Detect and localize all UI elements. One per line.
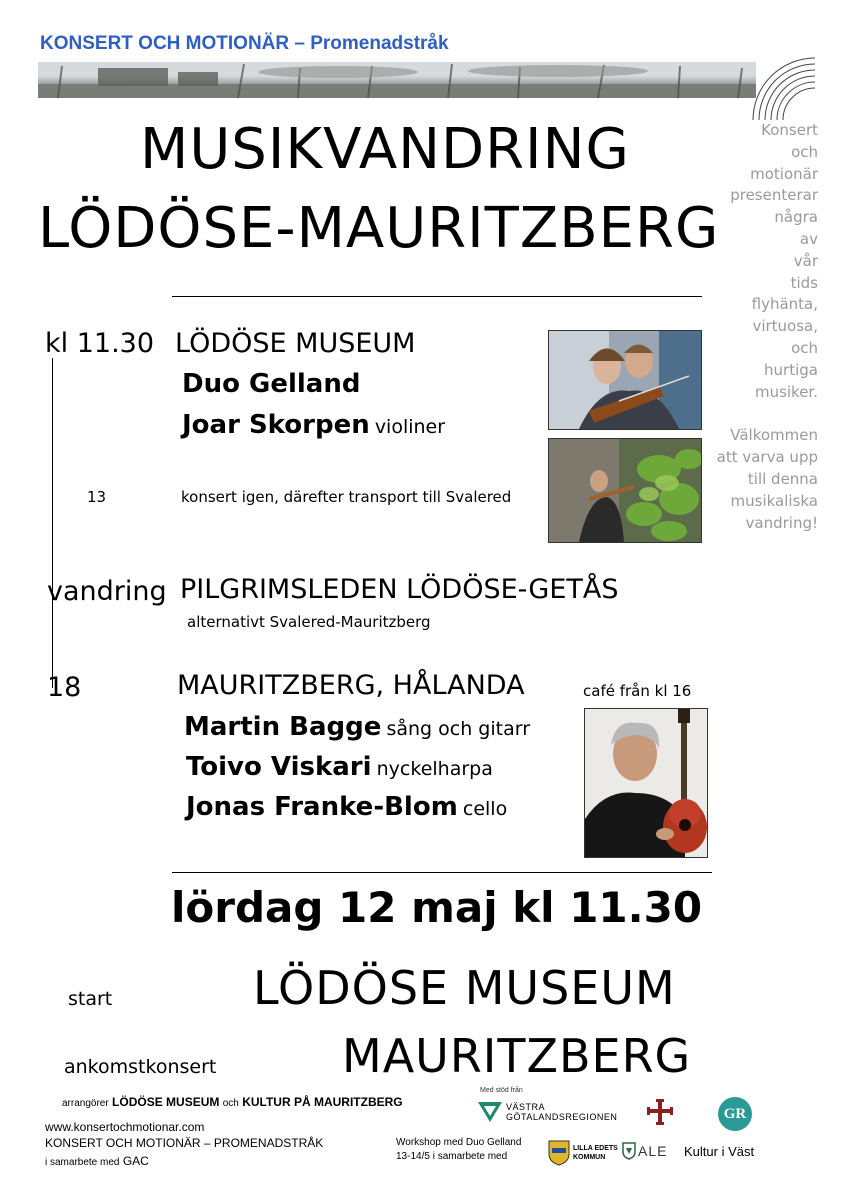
sidebar-line: musikaliska [730,491,818,510]
website-link[interactable]: www.konsertochmotionar.com [45,1120,205,1134]
s2-alternative: alternativt Svalered-Mauritzberg [187,613,431,631]
sidebar-line: och [791,142,818,161]
start-place: LÖDÖSE MUSEUM [253,961,676,1015]
sidebar-line: av [799,229,818,248]
s1-performer-2-role: violiner [374,416,446,438]
sidebar-line: Välkommen [730,426,818,445]
sidebar-line: och [791,338,818,357]
event-date: lördag 12 maj kl 11.30 [171,883,703,932]
lilla-edet-text-2: KOMMUN [573,1154,606,1161]
sidebar-line: några [774,208,818,227]
vgr-logo-text-1: VÄSTRA [506,1102,546,1112]
s3-performer-2-line [186,752,493,782]
ale-logo-text: ALE [638,1143,668,1159]
sidebar-line: hurtiga [764,360,818,379]
decorative-arcs-icon [735,40,825,120]
organizers-and: och [222,1098,239,1109]
title-line-1: MUSIKVANDRING [140,117,630,182]
sidebar-line: tids [790,273,818,292]
s1-place: LÖDÖSE MUSEUM [175,328,416,359]
s3-performer-1-role: sång och gitarr [386,718,531,740]
sidebar-line: virtuosa, [752,317,818,336]
divider-top [172,296,702,297]
s3-place: MAURITZBERG, HÅLANDA [177,670,525,701]
lilla-edet-logo-text [573,1144,618,1162]
end-place: MAURITZBERG [342,1029,692,1083]
sidebar-line: till denna [747,469,818,488]
cross-logo-icon [644,1097,676,1127]
s2-label: vandring [47,576,167,607]
s3-performer-3-line [186,792,507,822]
s3-performer-3-role: cello [462,798,508,820]
divider-bottom [172,872,712,873]
joar-skorpen-photo [548,438,702,543]
sidebar-line: Konsert [761,121,818,139]
duo-gelland-photo [548,330,702,430]
s1-note: konsert igen, därefter transport till Svalered [181,488,512,506]
timeline-line [52,358,53,688]
start-label: start [68,988,113,1010]
title-line-2: LÖDÖSE-MAURITZBERG [38,196,720,261]
s1-time: kl 11.30 [45,328,155,359]
support-label: Med stöd från [480,1087,523,1094]
end-label: ankomstkonsert [64,1056,217,1078]
s3-cafe: café från kl 16 [583,682,692,700]
martin-bagge-photo [584,708,708,858]
kultur-i-vast-logo: Kultur i Väst [684,1144,755,1159]
s3-performer-2: Toivo Viskari [186,752,372,782]
s3-performer-1-line [184,712,530,742]
organizer-1: LÖDÖSE MUSEUM [112,1095,220,1109]
sidebar-line: vandring! [745,513,818,532]
sidebar-line: presenterar [730,186,818,205]
s1-performer-1: Duo Gelland [182,369,361,399]
collab-name: GAC [122,1154,149,1168]
collab-prefix: i samarbete med [45,1157,120,1168]
s1-performer-2-line [182,410,445,440]
collab-line [45,1154,149,1168]
ale-shield-icon [622,1142,636,1160]
s3-time: 18 [47,672,82,703]
series-header: KONSERT OCH MOTIONÄR – Promenadstråk [40,33,449,54]
s3-performer-1: Martin Bagge [184,712,382,742]
s3-performer-2-role: nyckelharpa [376,758,493,780]
s1-time-2: 13 [87,488,107,506]
vgr-logo-icon [476,1098,504,1126]
vgr-logo-text-2: GÖTALANDSREGIONEN [506,1112,618,1122]
workshop-line-1: Workshop med Duo Gelland [396,1137,522,1148]
lilla-edet-text-1: LILLA EDETS [573,1145,618,1152]
s1-performer-2: Joar Skorpen [182,410,370,440]
sidebar-intro [708,120,818,534]
banner-photo [38,62,756,98]
workshop-line-2: 13-14/5 i samarbete med [396,1151,508,1162]
sidebar-line: motionär [750,164,818,183]
organizers [62,1095,403,1109]
s3-performer-3: Jonas Franke-Blom [186,792,458,822]
lilla-edet-shield-icon [548,1140,570,1166]
sidebar-line: flyhänta, [751,295,818,314]
gr-logo: GR [718,1097,752,1131]
sidebar-line: musiker. [754,382,818,401]
organizers-prefix: arrangörer [62,1098,109,1109]
s2-route: PILGRIMSLEDEN LÖDÖSE-GETÅS [180,574,619,605]
vgr-logo [476,1098,626,1128]
footer-series: KONSERT OCH MOTIONÄR – PROMENADSTRÅK [45,1136,324,1150]
sidebar-line: vår [793,251,818,270]
organizer-2: KULTUR PÅ MAURITZBERG [242,1095,403,1109]
sidebar-line: att varva upp [716,448,818,467]
